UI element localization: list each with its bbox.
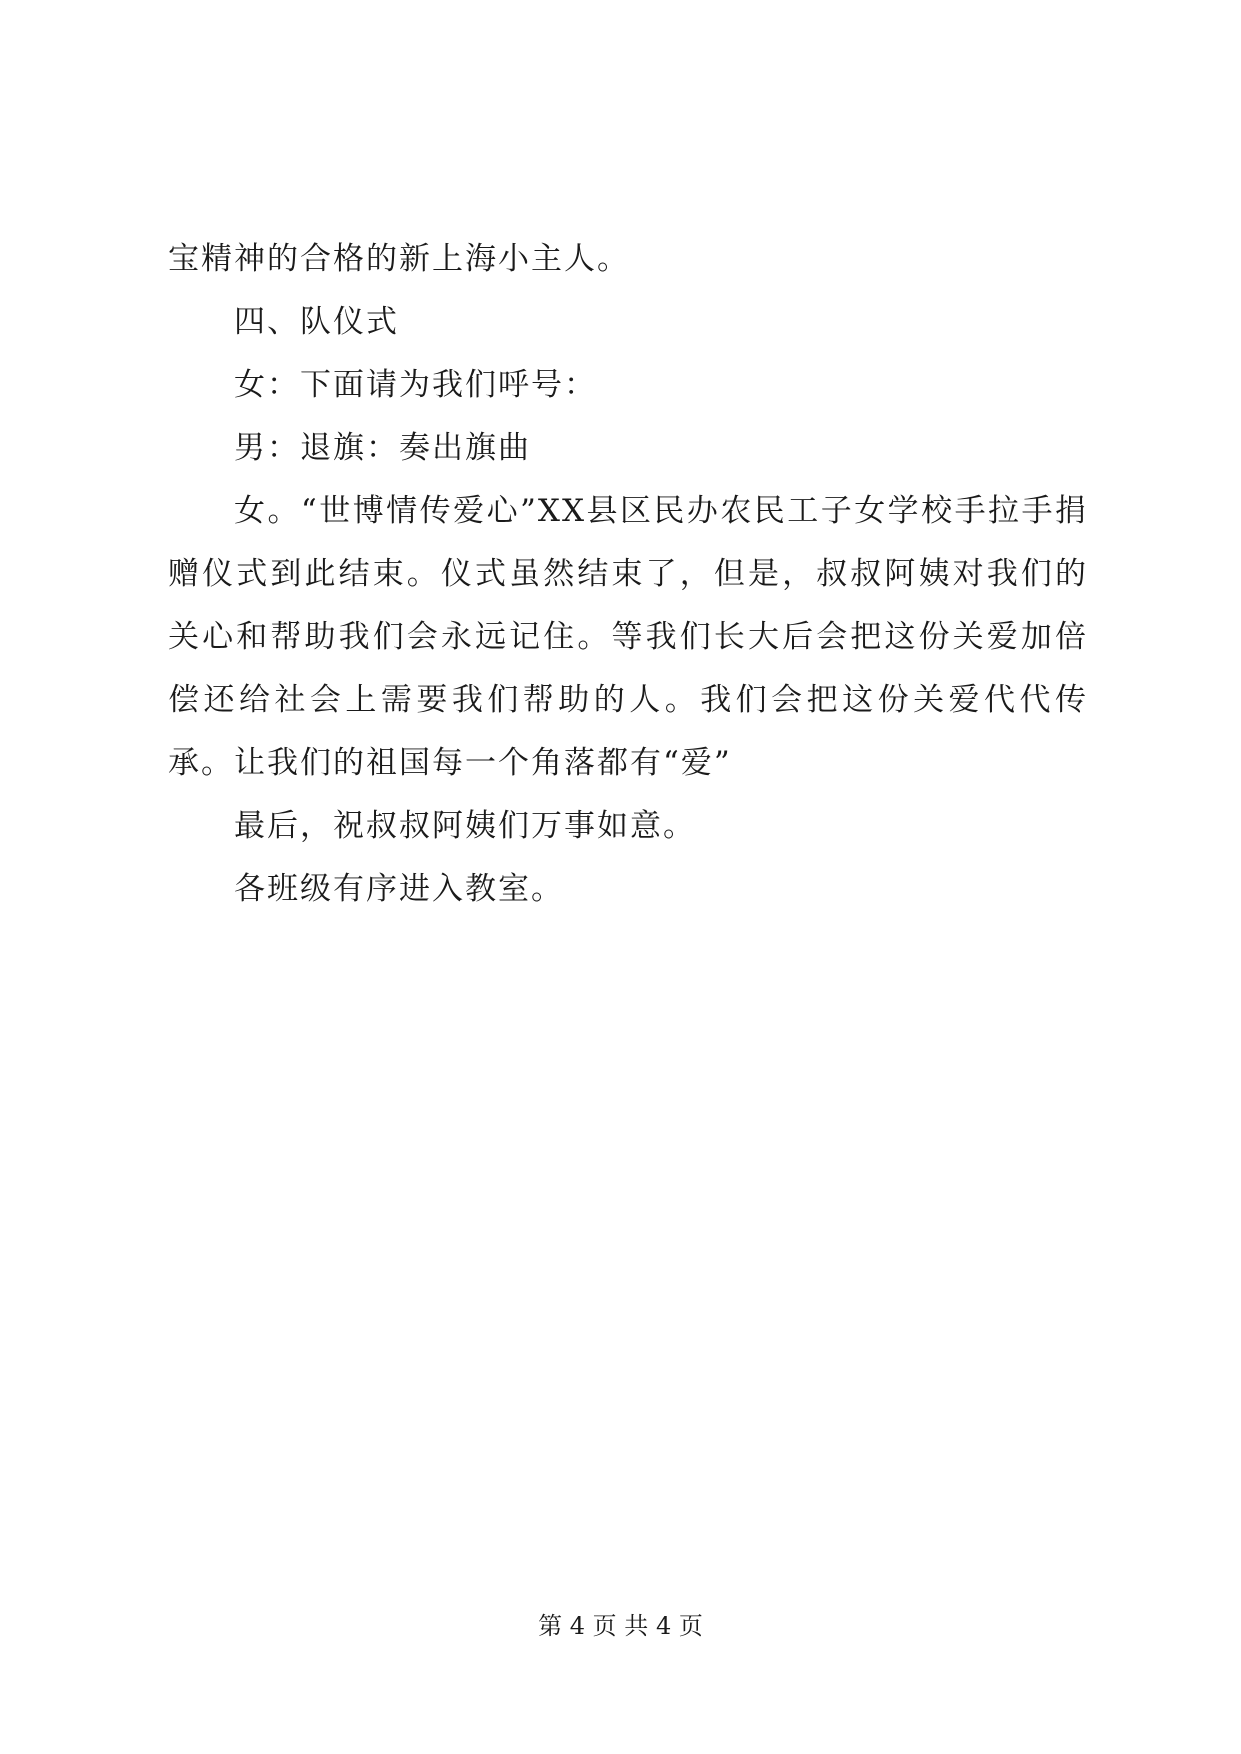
paragraph-male-host: 男：退旗：奏出旗曲 (234, 430, 531, 466)
paragraph-continuation: 宝精神的合格的新上海小主人。 (168, 241, 630, 277)
paragraph-closing-speech: 女。“世博情传爱心”XX县区民办农民工子女学校手拉手捐赠仪式到此结束。仪式虽然结束了，但是，叔叔阿姨对我们的关心和帮助我们会永远记住。等我们长大后会把这份关爱加倍偿还给社会上需要我们帮助的人。我们会把这份关爱代代传承。让我们的祖国每一个角落都有“爱” (168, 493, 1088, 781)
section-heading: 四、队仪式 (234, 304, 399, 340)
paragraph-female-host: 女：下面请为我们呼号： (234, 367, 597, 403)
page-number-footer: 第 4 页 共 4 页 (538, 1612, 703, 1640)
paragraph-wishes: 最后，祝叔叔阿姨们万事如意。 (234, 808, 696, 844)
document-body (168, 228, 1088, 921)
paragraph-dismissal: 各班级有序进入教室。 (234, 871, 564, 907)
